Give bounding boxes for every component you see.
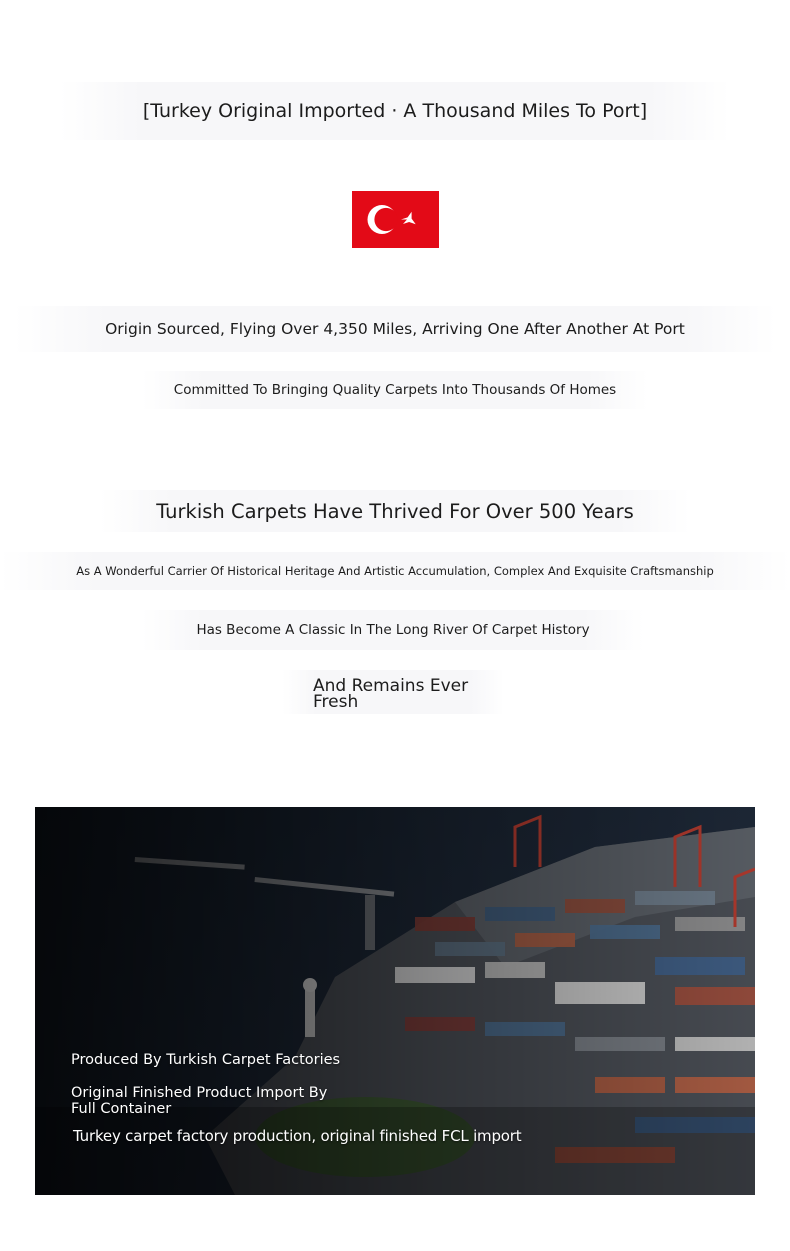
port-aerial-image (35, 807, 755, 1195)
history-title: Turkish Carpets Have Thrived For Over 500 Years (156, 499, 634, 523)
origin-banner (14, 306, 776, 352)
committed-text: Committed To Bringing Quality Carpets Into Thousands Of Homes (173, 382, 617, 398)
origin-text: Origin Sourced, Flying Over 4,350 Miles, Arriving One After Another At Port (105, 320, 685, 338)
history-title-banner (100, 490, 690, 532)
history-line2-banner (142, 610, 644, 650)
caption-english: Turkey carpet factory production, original finished FCL import (73, 1127, 522, 1145)
history-line1-banner (0, 552, 790, 590)
headline-text: [Turkey Original Imported · A Thousand Miles To Port] (142, 100, 648, 122)
history-line1: As A Wonderful Carrier Of Historical Heritage And Artistic Accumulation, Complex And Exquisite Craftsmanship (76, 564, 714, 578)
history-line2: Has Become A Classic In The Long River Of Carpet History (196, 622, 590, 638)
turkey-flag-icon (352, 191, 439, 248)
caption-import: Original Finished Product Import By Full Container (71, 1085, 328, 1117)
committed-banner (142, 371, 648, 409)
history-line3: And Remains Ever Fresh (313, 676, 469, 712)
caption-produced: Produced By Turkish Carpet Factories (71, 1052, 341, 1068)
history-line3-banner (282, 670, 504, 714)
headline-banner (60, 82, 730, 140)
